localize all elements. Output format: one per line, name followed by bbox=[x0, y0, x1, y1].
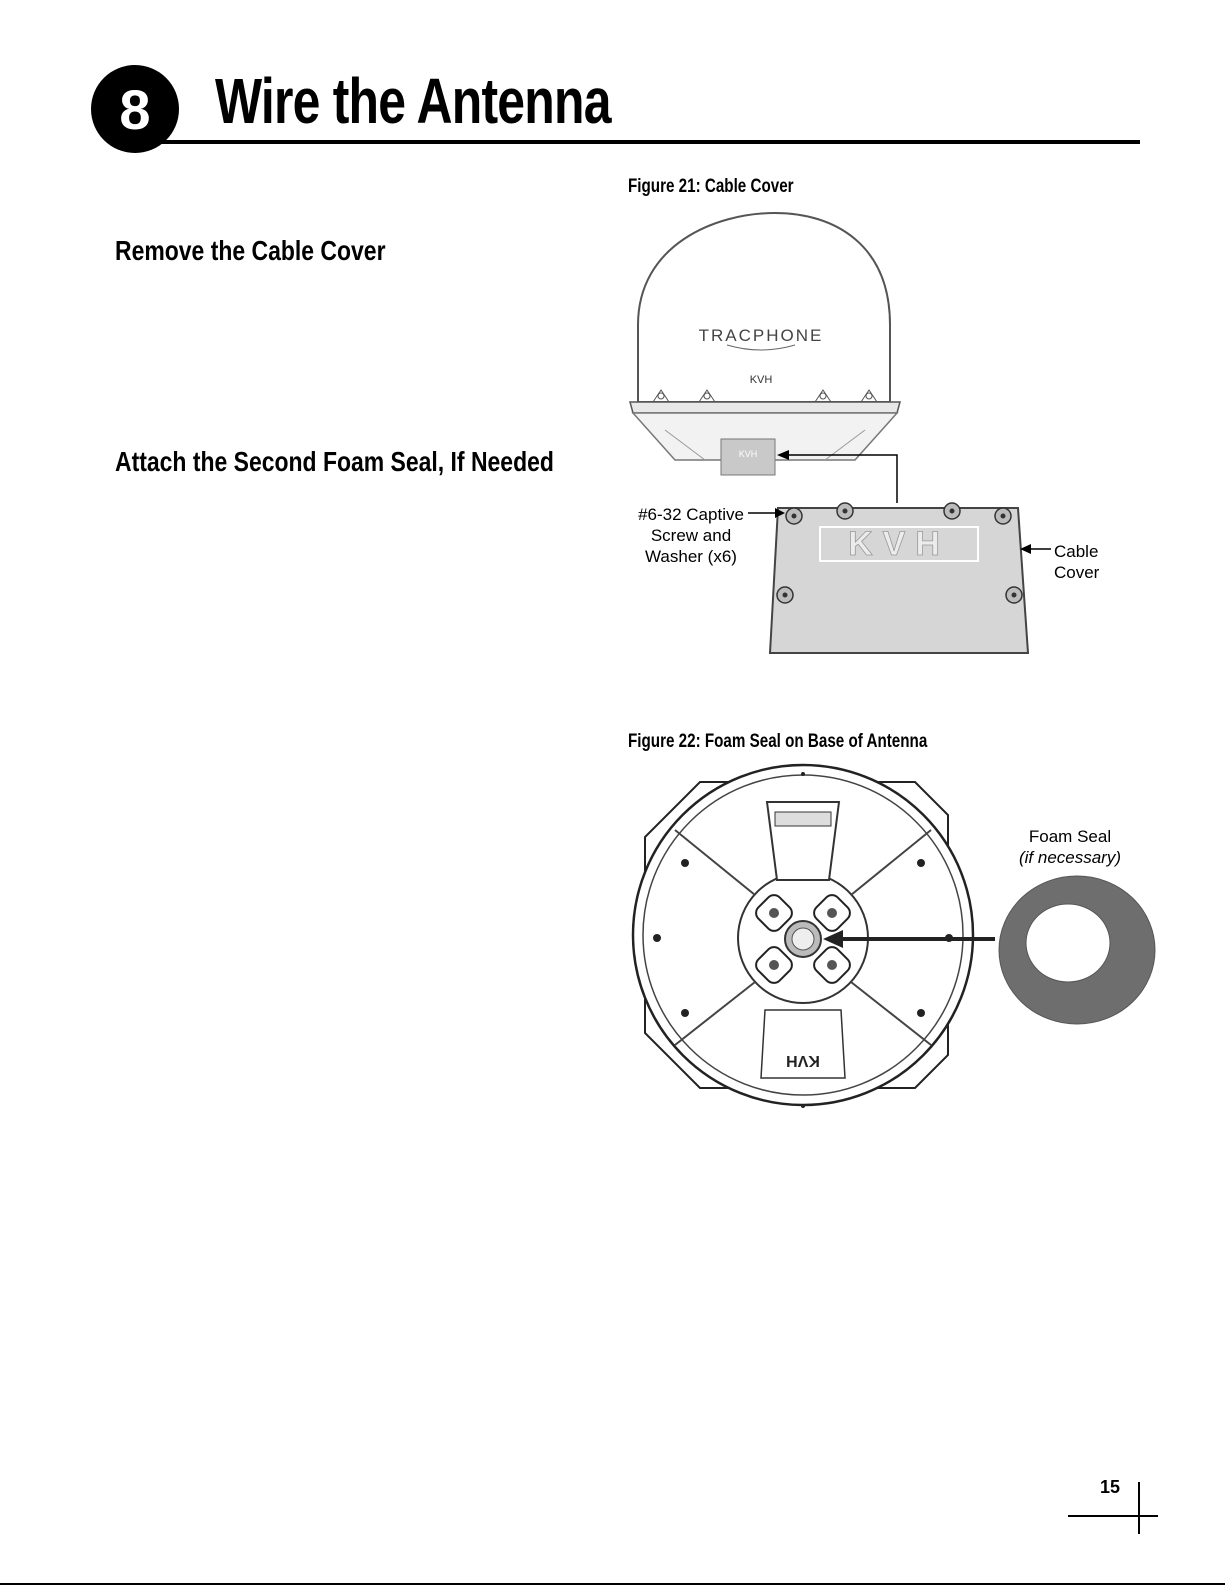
foam-seal-note: (if necessary) bbox=[1018, 848, 1122, 867]
step-number-badge: 8 bbox=[91, 65, 179, 153]
title-rule bbox=[150, 140, 1140, 144]
dome-brand-label: TRACPHONE bbox=[698, 326, 824, 345]
section-heading-attach-foam-seal: Attach the Second Foam Seal, If Needed bbox=[115, 446, 554, 477]
page-title: Wire the Antenna bbox=[215, 65, 611, 137]
figure-22-caption: Figure 22: Foam Seal on Base of Antenna bbox=[628, 731, 928, 752]
base-kvh-logo: KVH bbox=[786, 1052, 820, 1069]
crop-mark-vertical bbox=[1138, 1482, 1140, 1534]
figure-21-caption: Figure 21: Cable Cover bbox=[628, 176, 794, 197]
cable-cover-callout: Cable Cover bbox=[1054, 542, 1100, 582]
figure-22-foam-seal-illustration bbox=[615, 760, 1160, 1115]
cable-cover-kvh-logo: KVH bbox=[848, 525, 950, 563]
section-heading-remove-cable-cover: Remove the Cable Cover bbox=[115, 235, 386, 266]
screw-washer-callout: #6-32 Captive Screw and Washer (x6) bbox=[638, 505, 744, 566]
page-number: 15 bbox=[1100, 1477, 1121, 1497]
foam-seal-callout: Foam Seal (if necessary) bbox=[1010, 826, 1130, 868]
figure-21-cable-cover-illustration bbox=[615, 205, 1125, 665]
dome-kvh-logo: KVH bbox=[749, 374, 773, 386]
crop-mark-horizontal bbox=[1068, 1515, 1158, 1517]
svg-text:KVH: KVH bbox=[738, 449, 758, 459]
